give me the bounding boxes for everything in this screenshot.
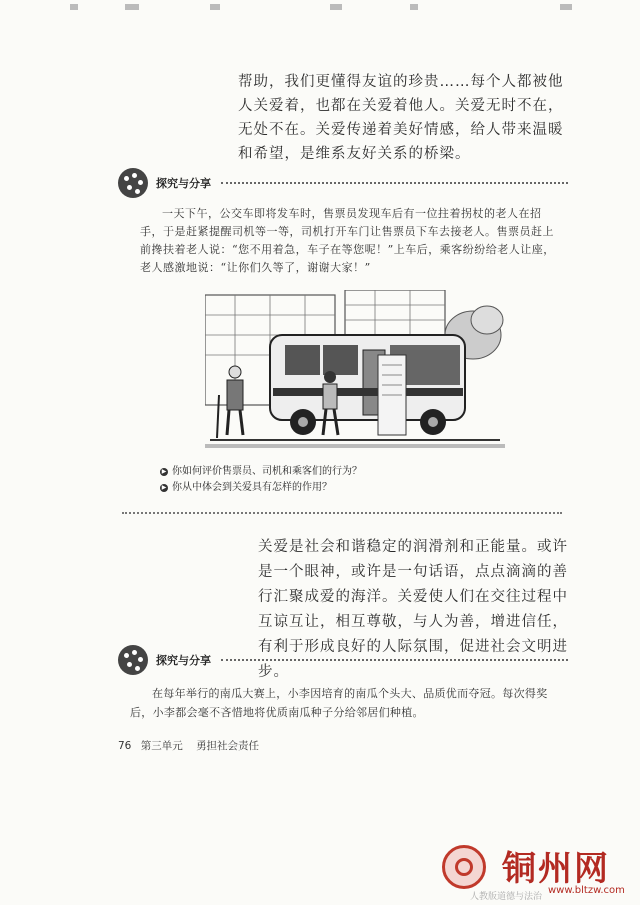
watermark-faint-text: 人教版道德与法治 [470, 892, 543, 902]
discussion-questions [160, 464, 362, 496]
section-title: 探究与分享 [156, 654, 211, 667]
bus-illustration [205, 290, 505, 450]
arrow-bullet-icon: ▶ [161, 484, 167, 491]
dotted-leader [221, 182, 568, 184]
section-header-explore-share-2 [118, 645, 568, 675]
question-item [160, 464, 362, 480]
top-bleed-through [0, 0, 640, 14]
explore-share-icon [118, 645, 148, 675]
explore-share-icon [118, 168, 148, 198]
dotted-leader [221, 659, 568, 661]
watermark-url: www.bltzw.com [548, 885, 625, 896]
site-watermark [430, 835, 640, 905]
watermark-site-name: 铜州网 [502, 849, 610, 889]
intro-paragraph: 帮助，我们更懂得友谊的珍贵……每个人都被他人关爱着，也都在关爱着他人。关爱无时不在，无处不在。关爱传递着美好情感，给人带来温暖和希望，是维系友好关系的桥梁。 [238, 74, 564, 162]
unit-label: 第三单元 [140, 740, 183, 752]
arrow-bullet-icon: ▶ [161, 468, 167, 475]
unit-title: 勇担社会责任 [196, 740, 260, 752]
question-text: 你如何评价售票员、司机和乘客们的行为？ [172, 466, 362, 477]
bus-story-text: 一天下午，公交车即将发车时，售票员发现车后有一位拄着拐杖的老人在招手，于是赶紧提醒司机等一等，司机打开车门让售票员下车去接老人。售票员赶上前搀扶着老人说：“您不用着急，车子在等您呢！”上车后，乘客纷纷给老人让座，老人感激地说：“让你们久等了，谢谢大家！” [140, 207, 555, 274]
page-footer [118, 738, 259, 753]
question-text: 你从中体会到关爱具有怎样的作用？ [172, 482, 332, 493]
care-paragraph: 关爱是社会和谐稳定的润滑剂和正能量。或许是一个眼神，或许是一句话语，点点滴滴的善行汇聚成爱的海洋。关爱使人们在交往过程中互谅互让，相互尊敬，与人为善，增进信任，有利于形成良好的人际氛围，促进社会文明进步。 [258, 539, 568, 680]
section-title: 探究与分享 [156, 177, 211, 190]
pumpkin-story-text: 在每年举行的南瓜大赛上，小李因培育的南瓜个头大、品质优而夺冠。每次得奖后，小李都会毫不吝惜地将优质南瓜种子分给邻居们种植。 [130, 687, 548, 719]
watermark-logo-icon [442, 845, 486, 889]
dotted-divider [122, 512, 562, 514]
section-header-explore-share [118, 168, 568, 198]
question-item [160, 480, 362, 496]
page-number: 76 [118, 740, 132, 752]
